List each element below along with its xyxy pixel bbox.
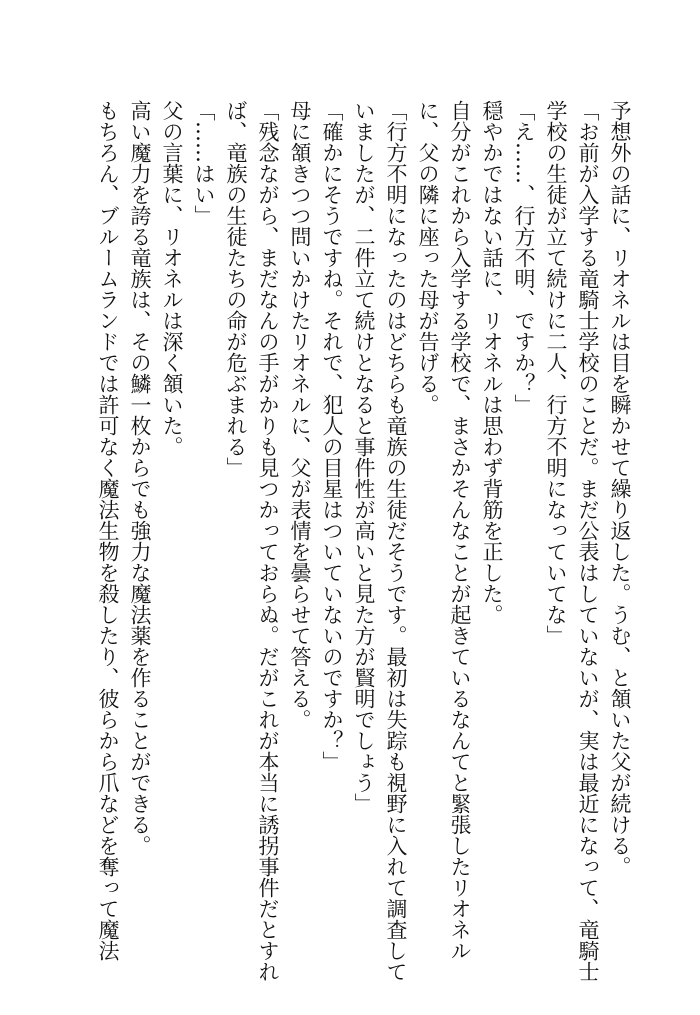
text-line-9 (348, 100, 380, 960)
text-line-13-content: ば、竜族の生徒たちの命が危ぶまれる」 (224, 100, 248, 478)
text-line-17 (92, 100, 124, 960)
text-line-4 (508, 100, 540, 960)
text-line-1-content: 予想外の話に、リオネルは目を瞬かせて繰り返した。うむ、と頷いた父が続ける。 (608, 100, 632, 877)
text-line-13 (220, 100, 252, 960)
text-line-7-content: に、父の隣に座った母が告げる。 (416, 100, 440, 415)
text-line-3 (540, 100, 572, 960)
text-line-17-content: もちろん、ブルームランドでは許可なく魔法生物を殺したり、彼らから爪などを奪って魔法 (96, 100, 120, 961)
text-line-1 (604, 100, 636, 960)
text-line-10-content: 「確かにそうですね。それで、犯人の目星はついていないのですか？」 (320, 100, 344, 772)
text-line-3-content: 学校の生徒が立て続けに二人、行方不明になっていてな」 (544, 100, 568, 646)
text-line-6 (444, 100, 476, 960)
text-line-6-content: 自分がこれから入学する学校で、まさかそんなことが起きているなんてと緊張したリオネル (448, 100, 472, 961)
text-line-11-content: 母に頷きつつ問いかけたリオネルに、父が表情を曇らせて答える。 (288, 100, 312, 730)
text-line-4-content: 「え……、行方不明、ですか？」 (512, 100, 536, 415)
text-line-11 (284, 100, 316, 960)
text-line-14 (188, 100, 220, 960)
text-line-9-content: いましたが、二件立て続けとなると事件性が高いと見た方が賢明でしょう」 (352, 100, 376, 814)
text-line-15-content: 父の言葉に、リオネルは深く頷いた。 (160, 100, 184, 457)
text-line-5 (476, 100, 508, 960)
text-line-16-content: 高い魔力を誇る竜族は、その鱗一枚からでも強力な魔法薬を作ることができる。 (128, 100, 152, 856)
text-line-5-content: 穏やかではない話に、リオネルは思わず背筋を正した。 (480, 100, 504, 625)
text-line-2-content: 「お前が入学する竜騎士学校のことだ。まだ公表はしていないが、実は最近になって、竜騎士 (576, 100, 600, 982)
text-line-15 (156, 100, 188, 960)
text-line-12-content: 「残念ながら、まだなんの手がかりも見つかっておらぬ。だがこれが本当に誘拐事件だとすれ (256, 100, 280, 982)
text-line-2 (572, 100, 604, 982)
text-line-10 (316, 100, 348, 960)
text-line-8-content: 「行方不明になったのはどちらも竜族の生徒だそうです。最初は失踪も視野に入れて調査して (384, 100, 408, 982)
text-line-16 (124, 100, 156, 960)
text-line-8 (380, 100, 412, 982)
vertical-text-body (92, 100, 636, 982)
text-line-12 (252, 100, 284, 982)
text-line-14-content: 「……はい」 (192, 100, 216, 226)
text-line-7 (412, 100, 444, 960)
